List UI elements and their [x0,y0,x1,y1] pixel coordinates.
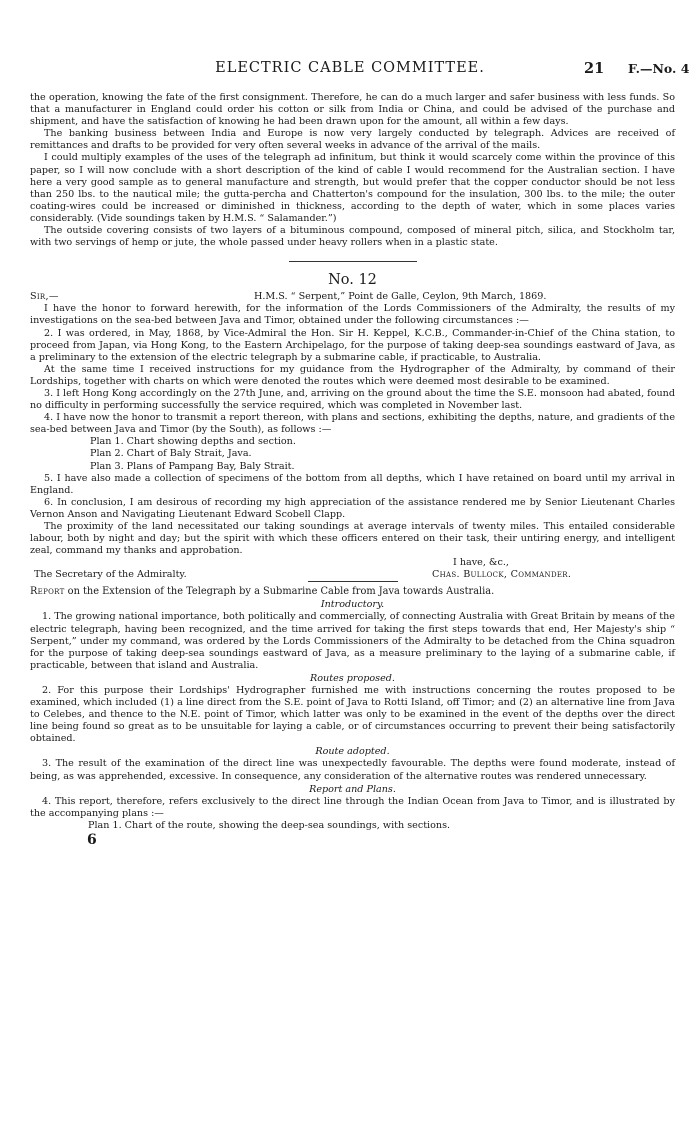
paragraph: 6. In conclusion, I am desirous of recording my high appreciation of the assistance rendered me by Senior Lieutenant Charles Vernon Anson and Navigating Lieutenant Edward Scobell Clapp. [30,496,675,520]
salutation: Sir,— [30,291,59,303]
paragraph: 2. I was ordered, in May, 1868, by Vice-Admiral the Hon. Sir H. Keppel, K.C.B., Commander-in-Chief of the China station, to proceed from Japan, via Hong Kong, to the Eastern Archipelago, for the purpose of taking deep-sea soundings eastward of Java, as a preliminary to the extension of the electric telegraph by a submarine cable, if practicable, to Australia. [30,327,675,363]
letter-heading: No. 12 [328,272,377,289]
plan-item: Plan 3. Plans of Pampang Bay, Baly Strait. [90,460,295,472]
section-heading: Route adopted. [315,746,390,758]
section-divider [308,581,398,582]
paragraph: 3. The result of the examination of the direct line was unexpectedly favourable. The depths were found moderate, instead of being, as was apprehended, excessive. In consequence, any consideration of the alternative routes was rendered unnecessary. [30,758,675,782]
paragraph: 1. The growing national importance, both politically and commercially, of connecting Australia with Great Britain by means of the electric telegraph, having been recognized, and the time arrived for taking the first steps towards that end, Her Majesty's ship “ Serpent,” under my command, was ordered by the Lords Commissioners of the Admiralty to be detached from the China squadron for the purpose of taking deep-sea soundings eastward of Java, as a measure preliminary to the laying of a submarine cable, if practicable, between that island and Australia. [30,611,675,671]
section-divider [289,261,417,262]
letter-no-12 [30,272,675,581]
page-number: 21 [584,60,605,77]
signature-line [30,569,675,581]
signature-mark: 6 [87,831,97,848]
paragraph: the operation, knowing the fate of the first consignment. Therefore, he can do a much larger and safer business with less funds. So that a manufacturer in England could order his cotton or silk from India or China, and could be advised of the purchase and shipment, and have the satisfaction of knowing he had been drawn upon for the amount, all within a few days. [30,92,675,128]
section-heading: Introductory. [320,599,385,611]
running-title: ELECTRIC CABLE COMMITTEE. [215,60,485,76]
section-heading: Routes proposed. [310,672,395,684]
paragraph: 4. This report, therefore, refers exclusively to the direct line through the Indian Ocean from Java to Timor, and is illustrated by the accompanying plans :— [30,795,675,819]
page-body [30,92,675,848]
plan-item: Plan 2. Chart of Baly Strait, Java. [90,448,252,460]
document-reference: F.—No. 4 [628,61,690,76]
paragraph: 3. I left Hong Kong accordingly on the 27th June, and, arriving on the ground about the time the S.E. monsoon had abated, found no difficulty in performing successfully the service required, which was completed in November last. [30,387,675,412]
section-heading: Report and Plans. [309,783,396,795]
paragraph: I could multiply examples of the uses of the telegraph ad infinitum, but think it would scarcely come within the province of this paper, so I will now conclude with a short description of the kind of cable I would recommend for the Australian section. I have here a very good sample as to general manufacture and strength, but would prefer that the copper conductor should be not less than 250 lbs. to the nautical mile; the gutta-percha and Chatterton's compound for the insulation, 300 lbs. to the mile; the outer coating-wires could be increased or diminished in thickness, according to the depth of water, which in some places varies considerably. (Vide soundings taken by H.M.S. “ Salamander.”) [30,152,675,224]
letter-location-date: H.M.S. “ Serpent,” Point de Galle, Ceylon, 9th March, 1869. [254,291,547,303]
paragraph: The proximity of the land necessitated our taking soundings at average intervals of twenty miles. This entailed considerable labour, both by night and day; but the spirit with which these officers entered on their task, their untiring energy, and intelligent zeal, command my thanks and approbation. [30,521,675,557]
paragraph: I have the honor to forward herewith, for the information of the Lords Commissioners of the Admiralty, the results of my investigations on the sea-bed between Java and Timor, obtained under the following circumstances :— [30,303,675,327]
paragraph: 5. I have also made a collection of specimens of the bottom from all depths, which I have retained on board until my arrival in England. [30,472,675,496]
plan-item: Plan 1. Chart of the route, showing the deep-sea soundings, with sections. [88,819,451,831]
paragraph: 4. I have now the honor to transmit a report thereon, with plans and sections, exhibiting the depths, nature, and gradients of the sea-bed between Java and Timor (by the South), as follows :— [30,412,675,436]
closing: I have, &c., [453,557,509,569]
paragraph: The outside covering consists of two layers of a bituminous compound, composed of mineral pitch, silica, and Stockholm tar, with two servings of hemp or jute, the whole passed under heavy rollers when in a plastic state. [30,225,675,249]
report-title-rest: on the Extension of the Telegraph by a Submarine Cable from Java towards Australia. [64,586,495,598]
paragraph: 2. For this purpose their Lordships' Hydrographer furnished me with instructions concerning the routes proposed to be examined, which included (1) a line direct from the S.E. point of Java to Rotti Island, off Timor; and (2) an alternative line from Java to Celebes, and thence to the N.E. point of Timor, which latter was only to be examined in the event of the depths over the direct line being found so great as to be unsuitable for laying a cable, or of circumstances occurring to prevent their being satisfactorily obtained. [30,684,675,745]
paragraph: The banking business between India and Europe is now very largely conducted by telegraph. Advices are received of remittances and drafts to be provided for very often several weeks in advance of the arrival of the mails. [30,128,675,152]
closing-line [30,557,675,569]
paragraph: At the same time I received instructions for my guidance from the Hydrographer of the Admiralty, by command of their Lordships, together with charts on which were denoted the routes which were deemed most desirable to be examined. [30,363,675,387]
plan-item: Plan 1. Chart showing depths and section. [90,436,296,448]
report-title-lead: Report [30,586,65,598]
report-title [30,585,675,598]
report [30,585,675,847]
cable-recommendation-text [30,92,675,249]
signature: Chas. Bullock, Commander. [432,569,572,581]
page-header [0,60,700,80]
salutation-line [30,291,675,303]
addressee: The Secretary of the Admiralty. [34,569,187,581]
